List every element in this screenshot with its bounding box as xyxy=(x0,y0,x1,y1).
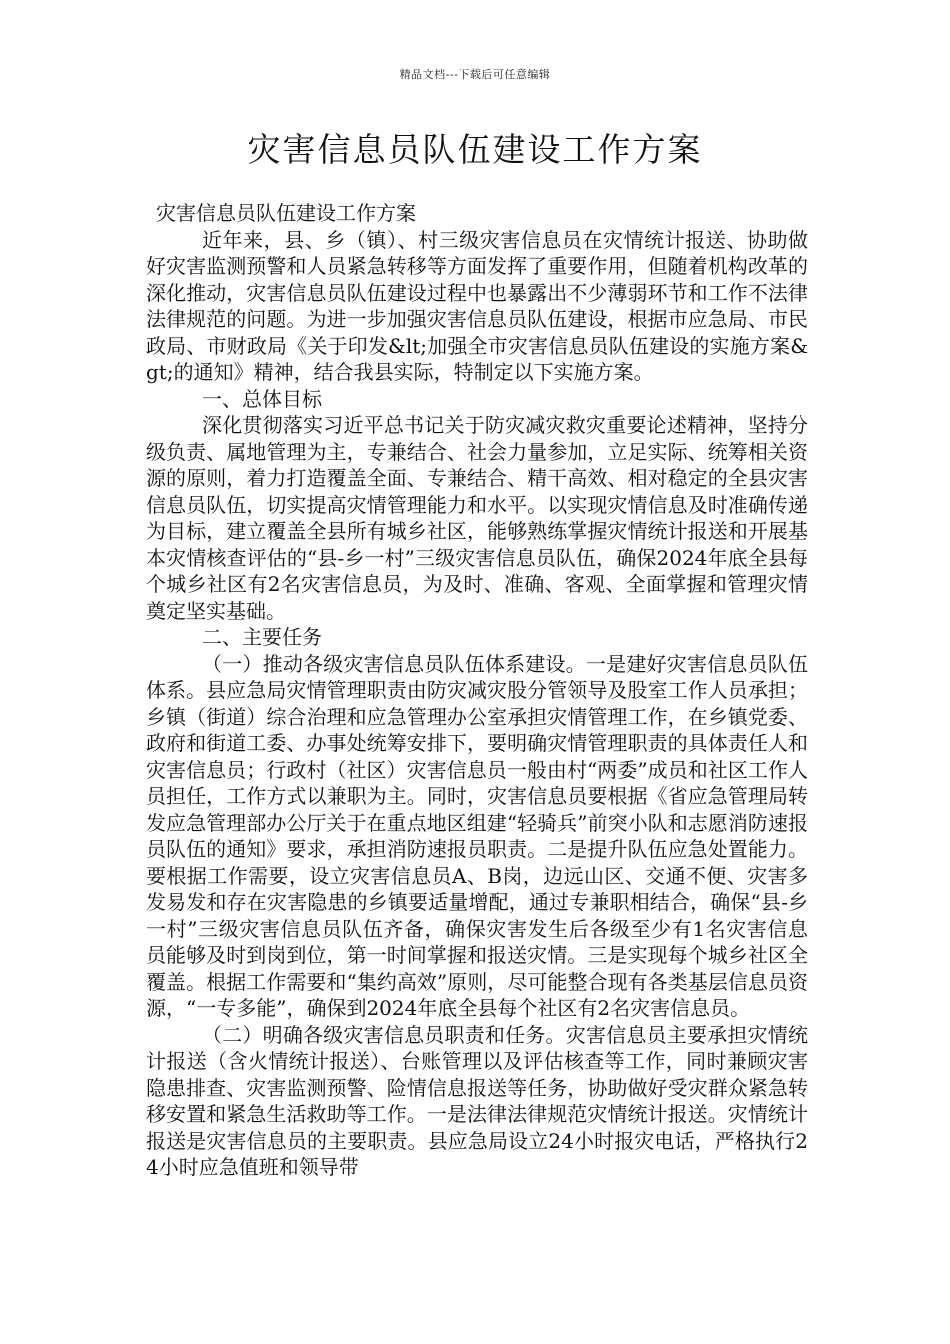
header-note: 精品文档---下载后可任意编辑 xyxy=(399,68,551,81)
paragraph-goals: 深化贯彻落实习近平总书记关于防灾减灾救灾重要论述精神，坚持分级负责、属地管理为主，专兼结合、社会力量参加，立足实际、统筹相关资源的原则，着力打造覆盖全面、专兼结合、精干高效、相对稳定的全县灾害信息员队伍，切实提高灾情管理能力和水平。以实现灾情信息及时准确传递为目标，建立覆盖全县所有城乡社区，能够熟练掌握灾情统计报送和开展基本灾情核查评估的“县-乡一村”三级灾害信息员队伍，确保2024年底全县每个城乡社区有2名灾害信息员，为及时、准确、客观、全面掌握和管理灾情奠定坚实基础。 xyxy=(146,413,808,623)
subtitle-line: 灾害信息员队伍建设工作方案 xyxy=(156,201,416,225)
section-heading-tasks: 二、主要任务 xyxy=(202,625,322,649)
paragraph-intro: 近年来，县、乡（镇）、村三级灾害信息员在灾情统计报送、协助做好灾害监测预警和人员紧急转移等方面发挥了重要作用，但随着机构改革的深化推动，灾害信息员队伍建设过程中也暴露出不少薄弱环节和工作不法律法律规范的问题。为进一步加强灾害信息员队伍建设，根据市应急局、市民政局、市财政局《关于印发&lt;加强全市灾害信息员队伍建设的实施方案&gt;的通知》精神，结合我县实际，特制定以下实施方案。 xyxy=(146,227,808,384)
document-body xyxy=(146,200,808,1181)
section-heading-goals: 一、总体目标 xyxy=(202,386,322,411)
paragraph-task-1: （一）推动各级灾害信息员队伍体系建设。一是建好灾害信息员队伍体系。县应急局灾情管理职责由防灾减灾股分管领导及股室工作人员承担；乡镇（街道）综合治理和应急管理办公室承担灾情管理工作，在乡镇党委、政府和街道工委、办事处统筹安排下，要明确灾情管理职责的具体责任人和灾害信息员；行政村（社区）灾害信息员一般由村“两委”成员和社区工作人员担任，工作方式以兼职为主。同时，灾害信息员要根据《省应急管理局转发应急管理部办公厅关于在重点地区组建“轻骑兵”前突小队和志愿消防速报员队伍的通知》要求，承担消防速报员职责。二是提升队伍应急处置能力。要根据工作需要，设立灾害信息员A、B岗，边远山区、交通不便、灾害多发易发和存在灾害隐患的乡镇要适量增配，通过专兼职相结合，确保“县-乡一村”三级灾害信息员队伍齐备，确保灾害发生后各级至少有1名灾害信息员能够及时到岗到位，第一时间掌握和报送灾情。三是实现每个城乡社区全覆盖。根据工作需要和“集约高效”原则，尽可能整合现有各类基层信息员资源，“一专多能”，确保到2024年底全县每个社区有2名灾害信息员。 xyxy=(146,651,808,1020)
paragraph-task-2: （二）明确各级灾害信息员职责和任务。灾害信息员主要承担灾情统计报送（含火情统计报送）、台账管理以及评估核查等工作，同时兼顾灾害隐患排查、灾害监测预警、险情信息报送等任务，协助做好受灾群众紧急转移安置和紧急生活救助等工作。一是法律法律规范灾情统计报送。灾情统计报送是灾害信息员的主要职责。县应急局设立24小时报灾电话，严格执行24小时应急值班和领导带 xyxy=(146,1022,808,1179)
document-title: 灾害信息员队伍建设工作方案 xyxy=(247,130,703,169)
